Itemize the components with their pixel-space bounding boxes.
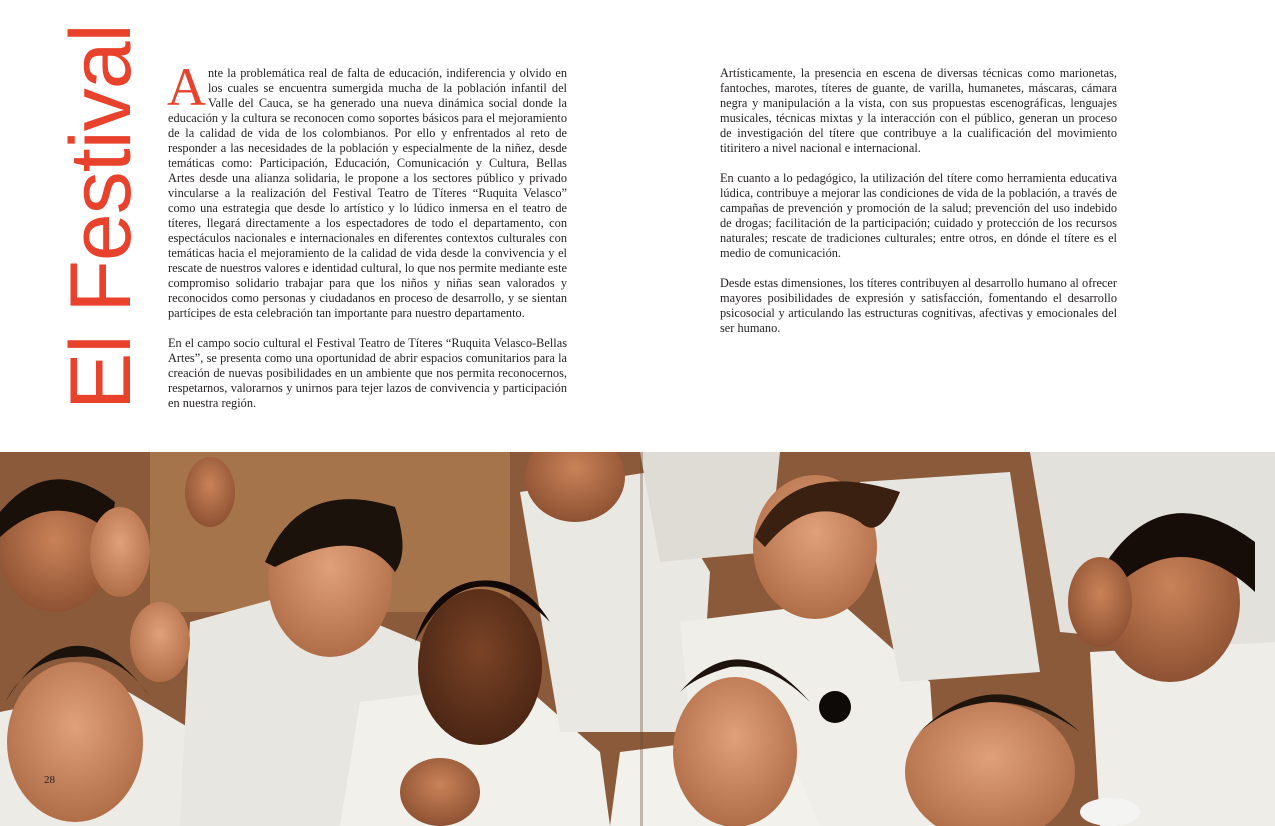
intro-paragraph-text: nte la problemática real de falta de educación, indiferencia y olvido en los cuales se encuentra sumergida mucha de la población infantil del Valle del Cauca, se ha generado una nueva dinámica social donde la educación y la cultura se reconocen como soportes básicos para el mejoramiento de la calidad de vida de los colombianos. Por ello y enfrentados al reto de responder a las necesidades de la población y especialmente de la niñez, desde temáticas como: Participación, Educación, Comunicación y Cultura, Bellas Artes desde una alianza solidaria, le propone a los sectores público y privado vincularse a la realización del Festival Teatro de Títeres “Ruquita Velasco” como una estrategia que desde lo artístico y lo lúdico inmersa en el teatro de títeres, llegará directamente a los espectadores de todo el departamento, con espectáculos nacionales e internacionales en diferentes contextos culturales con temáticas hacia el mejoramiento de la calidad de vida desde la convivencia y el rescate de nuestros valores e identidad cultural, lo que nos permite mediante este compromiso solidario trabajar para que los niños y niñas sean valorados y reconocidos como personas y ciudadanos en proceso de desarrollo, y se sientan partícipes de esta celebración tan importante para nuestro departamento. (168, 66, 567, 320)
artistic-paragraph: Artísticamente, la presencia en escena de diversas técnicas como marionetas, fantoches, marotes, títeres de guante, de varilla, humanetes, máscaras, cámara negra y manipulación a la vista, con sus propuestas escenográficas, lenguajes musicales, técnicas mixtas y la interacción con el público, generan un proceso de investigación del títere que contribuye a la cualificación del movimiento titiritero a nivel nacional e internacional. (720, 66, 1117, 155)
dimensions-paragraph: Desde estas dimensiones, los títeres contribuyen al desarrollo humano al ofrecer mayores posibilidades de expresión y satisfacción, fomentando el desarrollo psicosocial y articulando las estructuras cognitivas, afectivas y emocionales del ser humano. (720, 276, 1117, 335)
page-title-vertical: El Festival (53, 24, 149, 410)
drop-cap: A (167, 57, 206, 117)
pedagogical-paragraph: En cuanto a lo pedagógico, la utilización del títere como herramienta educativa lúdica, contribuye a mejorar las condiciones de vida de la población, a través de campañas de prevención y promoción de la salud; prevención del uso indebido de drogas; facilitación de la participación; cuidado y protección de los recursos naturales; rescate de tradiciones culturales; entre otros, en dónde el títere es el medio de comunicación. (720, 171, 1117, 260)
left-text-column (167, 57, 567, 426)
intro-paragraph (167, 57, 567, 321)
right-text-column (720, 66, 1117, 351)
page-number: 28 (44, 774, 55, 786)
socio-cultural-paragraph: En el campo socio cultural el Festival Teatro de Títeres “Ruquita Velasco-Bellas Artes”, se presenta como una oportunidad de abrir espacios comunitarios para la creación de nuevas posibilidades en un ambiente que nos permita reconocernos, respetarnos, valorarnos y unirnos para tejer lazos de convivencia y participación en nuestra región. (168, 336, 567, 410)
children-photo (0, 452, 1275, 826)
